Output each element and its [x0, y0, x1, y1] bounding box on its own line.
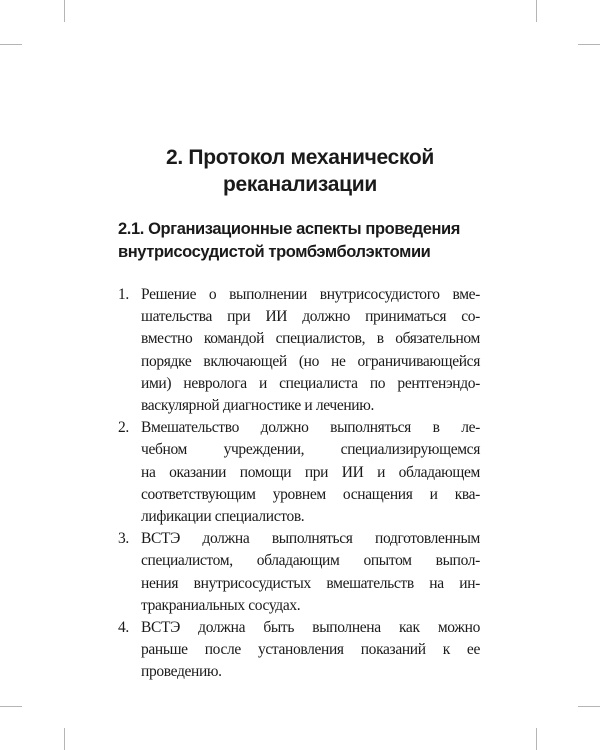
list-item-number: 4.	[118, 619, 129, 637]
chapter-title-line: 2. Протокол механической	[165, 146, 435, 169]
list-item-line: специалистом, обладающим опытом выпол-	[141, 552, 480, 570]
list-item-line: тракраниальных сосудах.	[141, 596, 301, 614]
section-heading-line: 2.1. Организационные аспекты проведения	[118, 220, 461, 238]
section-heading	[118, 218, 498, 264]
list-item	[118, 417, 480, 528]
crop-mark-left-bottom	[0, 706, 22, 707]
list-item-line: васкулярной диагностике и лечению.	[141, 397, 374, 415]
list-item-number: 2.	[118, 419, 129, 437]
crop-mark-bottom-right	[536, 728, 537, 750]
list-item-line: раньше после установления показаний к ее	[141, 641, 480, 659]
list-item-number: 3.	[118, 530, 129, 548]
list-item-line: Вмешательство должно выполняться в ле-	[141, 419, 480, 437]
crop-mark-bottom-left	[64, 728, 65, 750]
section-heading-line: внутрисосудистой тромбэмболэктомии	[118, 243, 431, 261]
crop-mark-left-top	[0, 44, 22, 45]
crop-mark-top-right	[536, 0, 537, 22]
crop-mark-top-left	[64, 0, 65, 22]
list-item-number: 1.	[118, 286, 129, 303]
list-item-line: вместно командой специалистов, в обязательном	[141, 330, 480, 348]
list-item-line: шательства при ИИ должно приниматься со-	[141, 308, 480, 326]
list-item-line: на оказании помощи при ИИ и обладающем	[141, 463, 480, 481]
crop-mark-right-bottom	[578, 706, 600, 707]
list-item-line: лификации специалистов.	[141, 508, 305, 526]
list-item	[118, 284, 480, 417]
numbered-list	[118, 284, 480, 684]
list-item-line: нения внутрисосудистых вмешательств на ин-	[141, 574, 480, 592]
list-item-line: ВСТЭ должна быть выполнена как можно	[141, 619, 480, 637]
list-item	[118, 617, 480, 684]
list-item-line: чебном учреждении, специализирующемся	[141, 441, 480, 459]
list-item-line: Решение о выполнении внутрисосудистого вме-	[141, 286, 480, 303]
list-item-line: проведению.	[141, 663, 222, 681]
list-item-line: порядке включающей (но не ограничивающейся	[141, 352, 480, 370]
chapter-title-line: реканализации	[223, 173, 377, 196]
chapter-title	[0, 144, 600, 198]
list-item	[118, 528, 480, 617]
crop-mark-right-top	[578, 44, 600, 45]
list-item-line: ими) невролога и специалиста по рентгенэндо-	[141, 374, 480, 392]
list-item-line: ВСТЭ должна выполняться подготовленным	[141, 530, 480, 548]
list-item-line: соответствующим уровнем оснащения и ква-	[141, 485, 480, 503]
